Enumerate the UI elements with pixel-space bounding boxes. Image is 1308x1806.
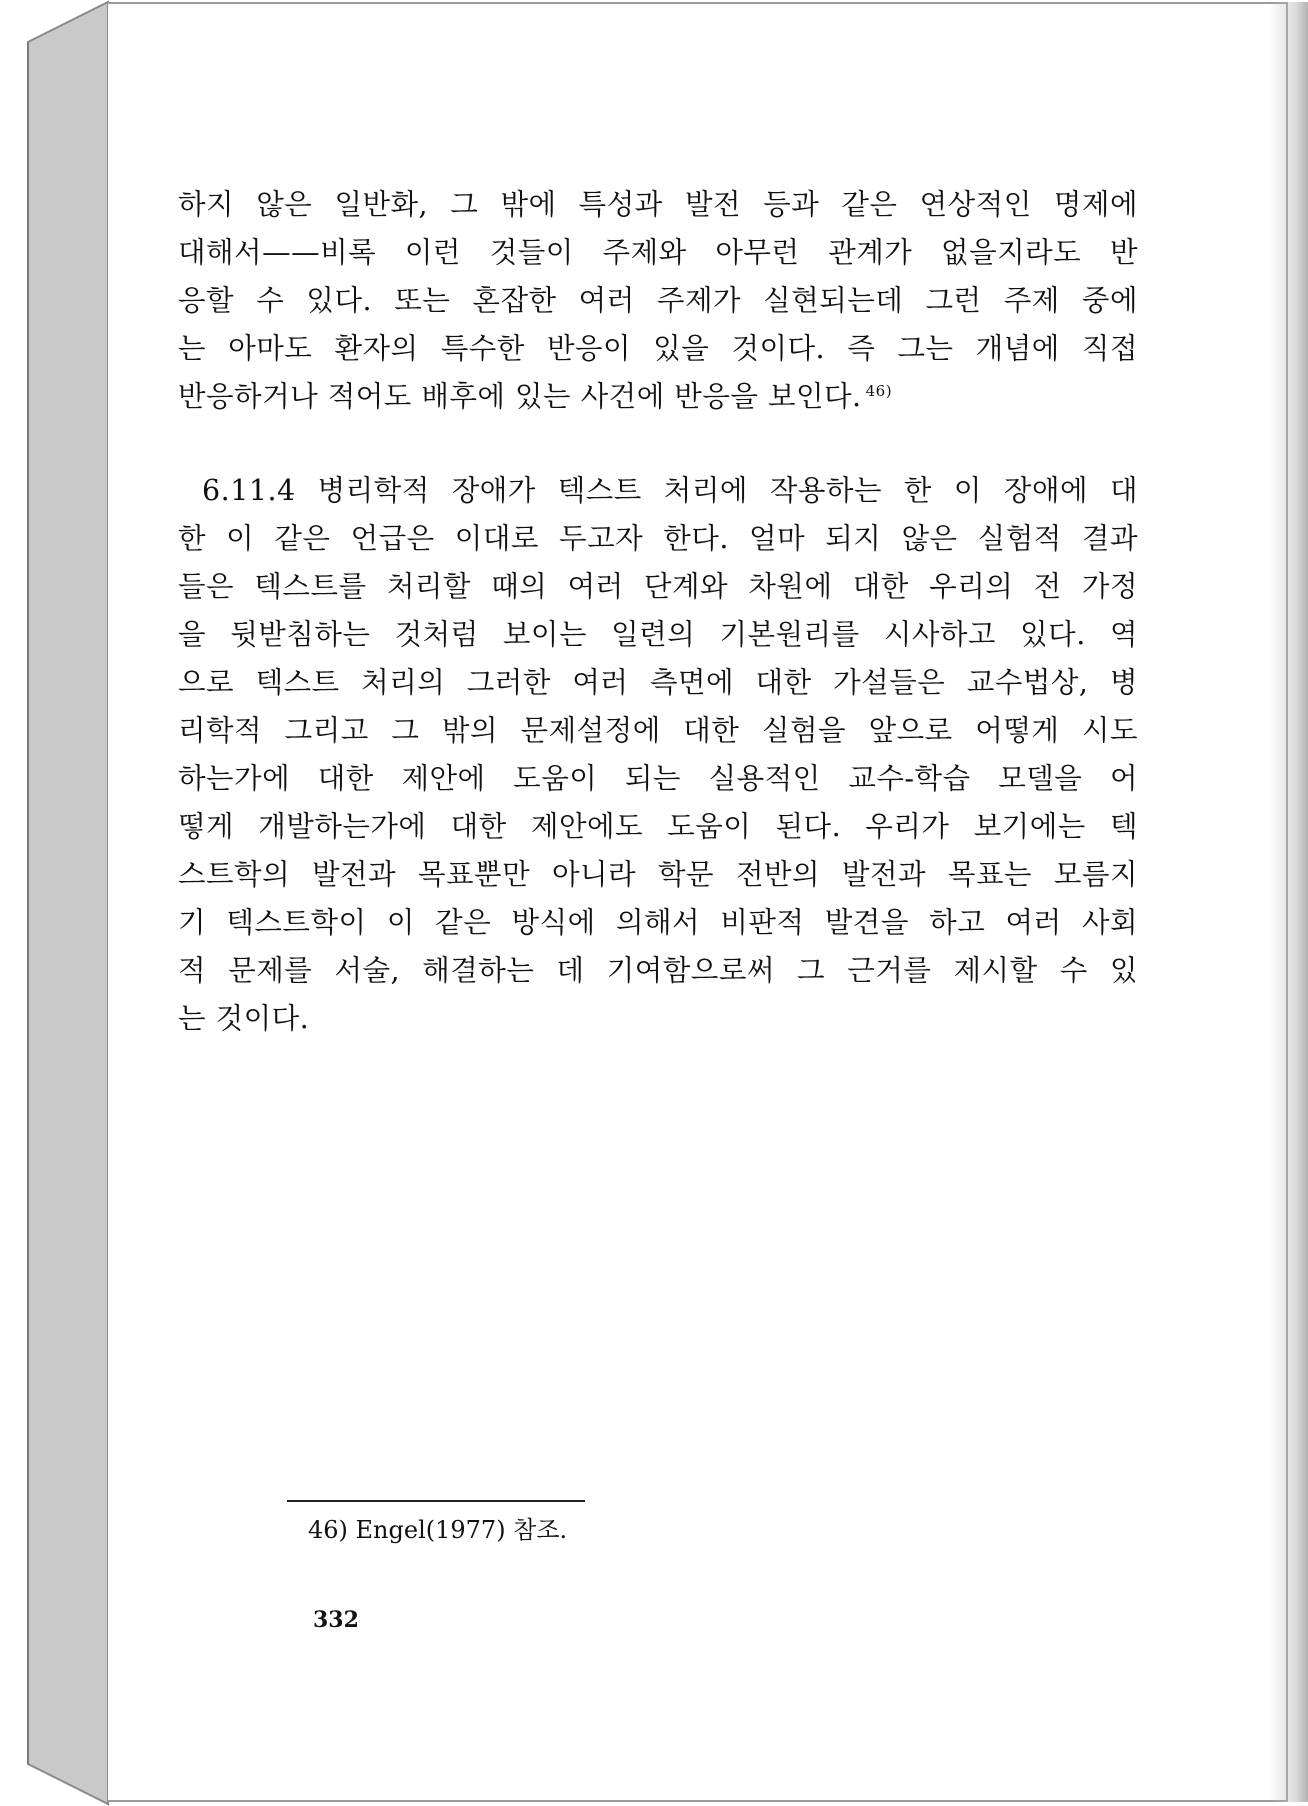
- text-line: 대해서——비록 이런 것들이 주제와 아무런 관계가 없을지라도 반: [178, 236, 1138, 269]
- text-line: 으로 텍스트 처리의 그러한 여러 측면에 대한 가설들은 교수법상, 병: [178, 666, 1138, 699]
- paragraph-1: [178, 181, 1138, 421]
- text-line: 하는가에 대한 제안에 도움이 되는 실용적인 교수-학습 모델을 어: [178, 762, 1138, 795]
- footnote-text: 46) Engel(1977) 참조.: [308, 1516, 568, 1544]
- text-line: 응할 수 있다. 또는 혼잡한 여러 주제가 실현되는데 그런 주제 중에: [178, 284, 1138, 317]
- text-line: 떻게 개발하는가에 대한 제안에도 도움이 된다. 우리가 보기에는 텍: [178, 810, 1138, 843]
- text-line: 스트학의 발전과 목표뿐만 아니라 학문 전반의 발전과 목표는 모름지: [178, 858, 1138, 891]
- text-line: 는 아마도 환자의 특수한 반응이 있을 것이다. 즉 그는 개념에 직접: [178, 332, 1138, 365]
- text-line: 는 것이다.: [178, 1002, 310, 1035]
- text-line: 6.11.4 병리학적 장애가 텍스트 처리에 작용하는 한 이 장애에 대: [202, 474, 1138, 507]
- text-line: 리학적 그리고 그 밖의 문제설정에 대한 실험을 앞으로 어떻게 시도: [178, 714, 1138, 747]
- footnote-divider: [287, 1500, 585, 1502]
- text-line: 적 문제를 서술, 해결하는 데 기여함으로써 그 근거를 제시할 수 있: [178, 954, 1138, 987]
- footnote-reference[interactable]: 46): [865, 381, 893, 400]
- text-line: 을 뒷받침하는 것처럼 보이는 일련의 기본원리를 시사하고 있다. 역: [178, 618, 1138, 651]
- paragraph-2: [178, 467, 1138, 1043]
- page-number: 332: [313, 1607, 359, 1633]
- text-line: 하지 않은 일반화, 그 밖에 특성과 발전 등과 같은 연상적인 명제에: [178, 188, 1138, 221]
- text-line: 한 이 같은 언급은 이대로 두고자 한다. 얼마 되지 않은 실험적 결과: [178, 522, 1138, 555]
- text-line-with-note: [178, 373, 1138, 421]
- text-line: 반응하거나 적어도 배후에 있는 사건에 반응을 보인다.: [178, 380, 862, 413]
- text-line: 기 텍스트학이 이 같은 방식에 의해서 비판적 발견을 하고 여러 사회: [178, 906, 1138, 939]
- text-line: 들은 텍스트를 처리할 때의 여러 단계와 차원에 대한 우리의 전 가정: [178, 570, 1138, 603]
